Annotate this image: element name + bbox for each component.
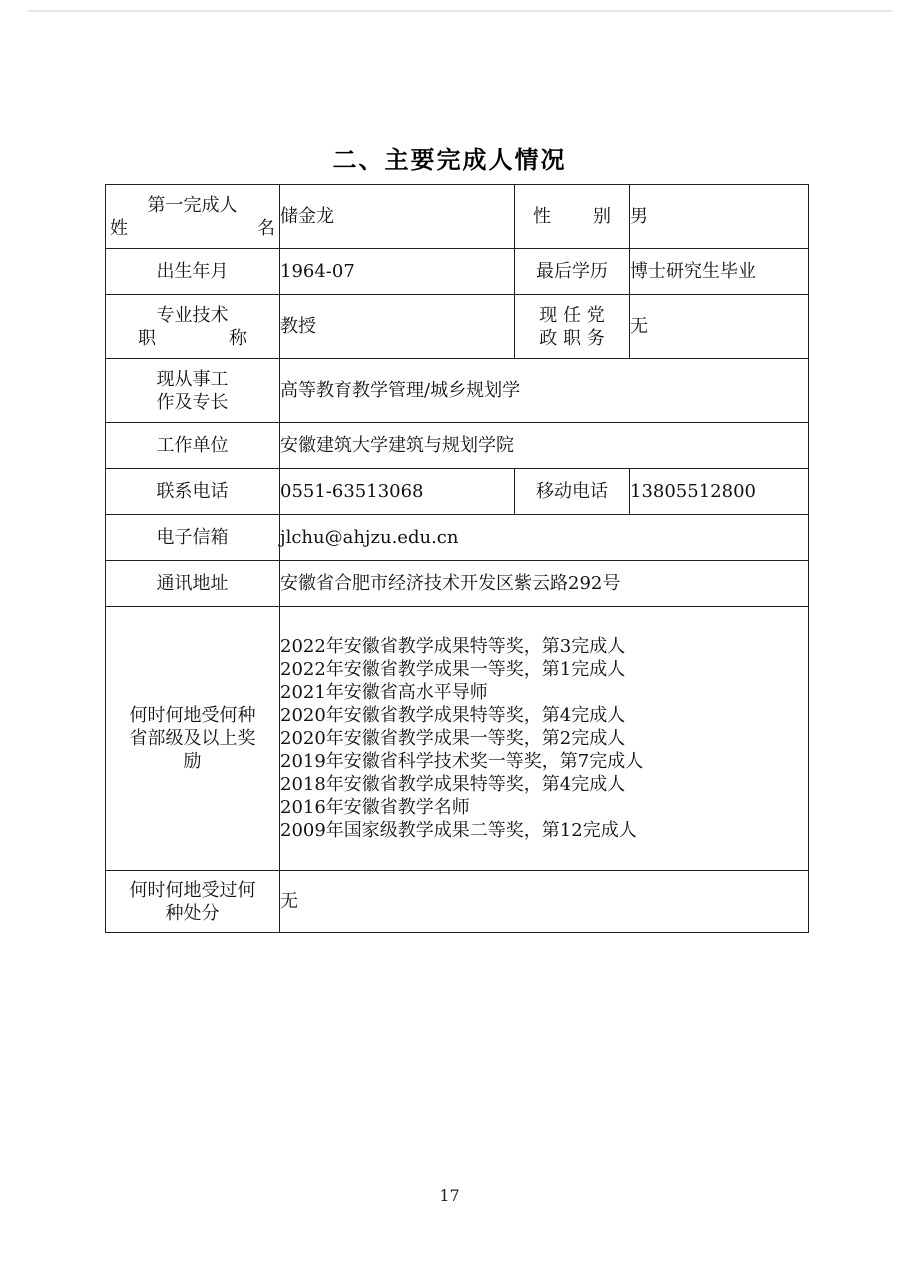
phone-label: 联系电话 <box>106 469 280 515</box>
mobile-value: 13805512800 <box>630 469 809 515</box>
penalty-value: 无 <box>280 871 809 933</box>
award-item: 2022年安徽省教学成果特等奖，第3完成人 <box>280 636 626 657</box>
phone-value: 0551-63513068 <box>280 469 515 515</box>
row-name <box>106 185 809 249</box>
row-employer <box>106 423 809 469</box>
gender-label: 性 别 <box>515 185 630 249</box>
education-label: 最后学历 <box>515 249 630 295</box>
title-value: 教授 <box>280 295 515 359</box>
award-item: 2016年安徽省教学名师 <box>280 797 470 818</box>
awards-label: 何时何地受何种 省部级及以上奖 励 <box>106 607 280 871</box>
name-value: 储金龙 <box>280 185 515 249</box>
name-label: 第一完成人 姓 名 <box>106 185 280 249</box>
birth-value: 1964-07 <box>280 249 515 295</box>
award-item: 2018年安徽省教学成果特等奖，第4完成人 <box>280 774 626 795</box>
main-person-table <box>105 184 809 933</box>
row-awards <box>106 607 809 871</box>
email-value: jlchu@ahjzu.edu.cn <box>280 515 809 561</box>
scan-edge-line <box>28 10 892 12</box>
row-address <box>106 561 809 607</box>
email-label: 电子信箱 <box>106 515 280 561</box>
specialty-label: 现从事工 作及专长 <box>106 359 280 423</box>
row-title <box>106 295 809 359</box>
page-title: 二、主要完成人情况 <box>332 146 567 174</box>
row-specialty <box>106 359 809 423</box>
birth-label: 出生年月 <box>106 249 280 295</box>
award-item: 2019年安徽省科学技术奖一等奖，第7完成人 <box>280 751 644 772</box>
award-item: 2020年安徽省教学成果一等奖，第2完成人 <box>280 728 626 749</box>
gender-value: 男 <box>630 185 809 249</box>
address-value: 安徽省合肥市经济技术开发区紫云路292号 <box>280 561 809 607</box>
specialty-value: 高等教育教学管理/城乡规划学 <box>280 359 809 423</box>
awards-list <box>280 607 809 871</box>
party-position-value: 无 <box>630 295 809 359</box>
row-penalty <box>106 871 809 933</box>
award-item: 2021年安徽省高水平导师 <box>280 682 488 703</box>
title-label: 专业技术 职 称 <box>106 295 280 359</box>
page-number: 17 <box>439 1186 460 1205</box>
row-birth <box>106 249 809 295</box>
award-item: 2009年国家级教学成果二等奖，第12完成人 <box>280 820 637 841</box>
address-label: 通讯地址 <box>106 561 280 607</box>
party-position-label: 现 任 党 政 职 务 <box>515 295 630 359</box>
education-value: 博士研究生毕业 <box>630 249 809 295</box>
row-phone <box>106 469 809 515</box>
employer-label: 工作单位 <box>106 423 280 469</box>
row-email <box>106 515 809 561</box>
mobile-label: 移动电话 <box>515 469 630 515</box>
employer-value: 安徽建筑大学建筑与规划学院 <box>280 423 809 469</box>
award-item: 2020年安徽省教学成果特等奖，第4完成人 <box>280 705 626 726</box>
penalty-label: 何时何地受过何 种处分 <box>106 871 280 933</box>
award-item: 2022年安徽省教学成果一等奖，第1完成人 <box>280 659 626 680</box>
